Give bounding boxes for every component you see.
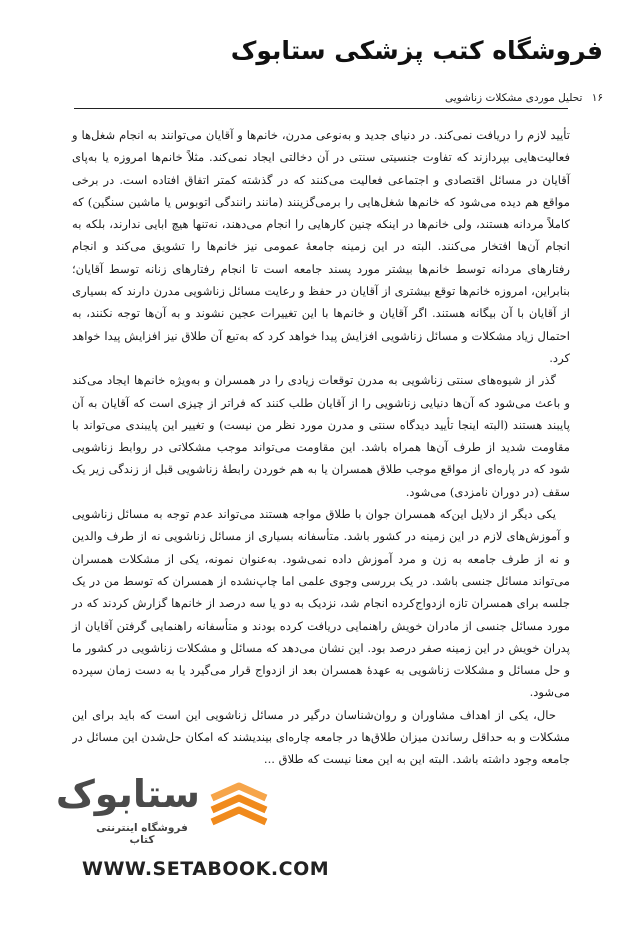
logo-subtitle: فروشگاه اینترنتی کتاب bbox=[96, 822, 188, 846]
body-text bbox=[72, 124, 570, 770]
paragraph-3: یکی دیگر از دلایل این‌که همسران جوان با طلاق مواجه هستند می‌تواند عدم توجه به مسائل زناشویی و آموزش‌های لازم در این زمینه در کشور باشد. متأسفانه بسیاری از مسائل زناشویی نه از طرف والدین و نه از طرف جامعه به زن و مرد آموزش داده نمی‌شود. به‌عنوان نمونه، یکی از مشکلات همسران می‌تواند مسائل جنسی باشد. در یک بررسی ‌وجوی علمی اما چاپ‌نشده از همسران که توسط من در یک جلسه برای همسران تازه ازدواج‌کرده انجام شد، نزدیک به دو یا سه درصد از خانم‌ها گزارش کردند که در مورد مسائل جنسی از مادران خویش راهنمایی دریافت کرده بودند و متأسفانه راهنمایی گرفتن آقایان از پدران خویش در این زمینه صفر درصد بود. این نشان می‌دهد که مسائل و مشکلات زناشویی در کشور ما و حل مسائل و مشکلات زناشویی به عهدهٔ همسران بعد از ازدواج قرار می‌گیرد یا به دست زمان سپرده می‌شود. bbox=[72, 507, 570, 700]
header-rule bbox=[74, 108, 568, 109]
store-watermark-title: فروشگاه کتب پزشکی ستابوک bbox=[230, 36, 603, 65]
book-icon bbox=[206, 770, 272, 836]
setabook-logo bbox=[55, 766, 272, 846]
paragraph-2: گذر از شیوه‌های سنتی زناشویی به مدرن توقعات زیادی را در همسران و به‌ویژه خانم‌ها ایجاد می‌کند و باعث می‌شود که آن‌ها دنیایی زناشویی را از آقایان طلب کنند که فراتر از چیزی است که آقایان به آن پایبند هستند (البته اینجا تأیید دیدگاه سنتی و مدرن مورد نظر من نیست) و تغییر این پایبندی می‌تواند با مقاومت شدید از طرف آن‌ها همراه باشد. این مقاومت می‌تواند موجب مشکلاتی در روابط زناشویی شود که در پاره‌ای از مواقع موجب طلاق همسران یا به هم خوردن رابطهٔ زناشویی قبل از زندگی زیر یک سقف (در دوران نامزدی) می‌شود. bbox=[72, 373, 570, 499]
website-url: WWW.SETABOOK.COM bbox=[82, 858, 330, 880]
page-number: ۱۶ bbox=[591, 92, 603, 104]
running-title: تحلیل موردی مشکلات زناشویی bbox=[445, 92, 583, 104]
logo-wordmark: ستابوک bbox=[55, 772, 200, 816]
paragraph-1: تأیید لازم را دریافت نمی‌کند. در دنیای جدید و به‌نوعی مدرن، خانم‌ها و آقایان می‌توانند به انجام شغل‌ها و فعالیت‌هایی بپردازند که تفاوت جنسیتی سنتی در آن دخالتی ایجاد نمی‌کند. مثلاً خانم‌ها امروزه یا به‌پای آقایان در مسائل اقتصادی و اجتماعی فعالیت می‌کنند که در گذشته کمتر اتفاق افتاده است. در برخی مواقع هم دیده می‌شود که خانم‌ها شغل‌هایی را برمی‌گزینند (مانند رانندگی اتوبوس یا ماشین سنگین) که کاملاً مردانه هستند، ولی خانم‌ها در اینکه چنین کارهایی را انجام می‌دهند، نه‌تنها هیچ ابایی ندارند، بلکه به انجام آن‌ها افتخار می‌کنند. البته در این زمینه جامعهٔ عمومی نیز خانم‌ها را تشویق می‌کند و انجام رفتارهای مردانه توسط خانم‌ها بیشتر مورد پسند جامعه است تا انجام رفتارهای زنانه توسط آقایان؛ بنابراین، امروزه خانم‌ها توقع بیشتری از آقایان در حفظ و رعایت مسائل زناشویی مدرن دارند که بسیاری از آقایان با آن بیگانه هستند. اگر آقایان و خانم‌ها با این تغییرات عجین نشوند و به آن‌ها توجه نکنند، به احتمال زیاد مشکلات و مسائل زناشویی افزایش پیدا خواهد کرد که به‌تبع آن طلاق نیز افزایش پیدا خواهد کرد. bbox=[72, 128, 570, 365]
running-header bbox=[43, 92, 603, 104]
paragraph-4: حال، یکی از اهداف مشاوران و روان‌شناسان درگیر در مسائل زناشویی این است که باید برای این مشکلات و به حداقل رساندن میزان طلاق‌ها در جامعه چاره‌ای بیندیشند که امکان حل‌شدن این مسائل در جامعه وجود داشته باشد. البته این به این معنا نیست که طلاق ... bbox=[72, 707, 570, 767]
